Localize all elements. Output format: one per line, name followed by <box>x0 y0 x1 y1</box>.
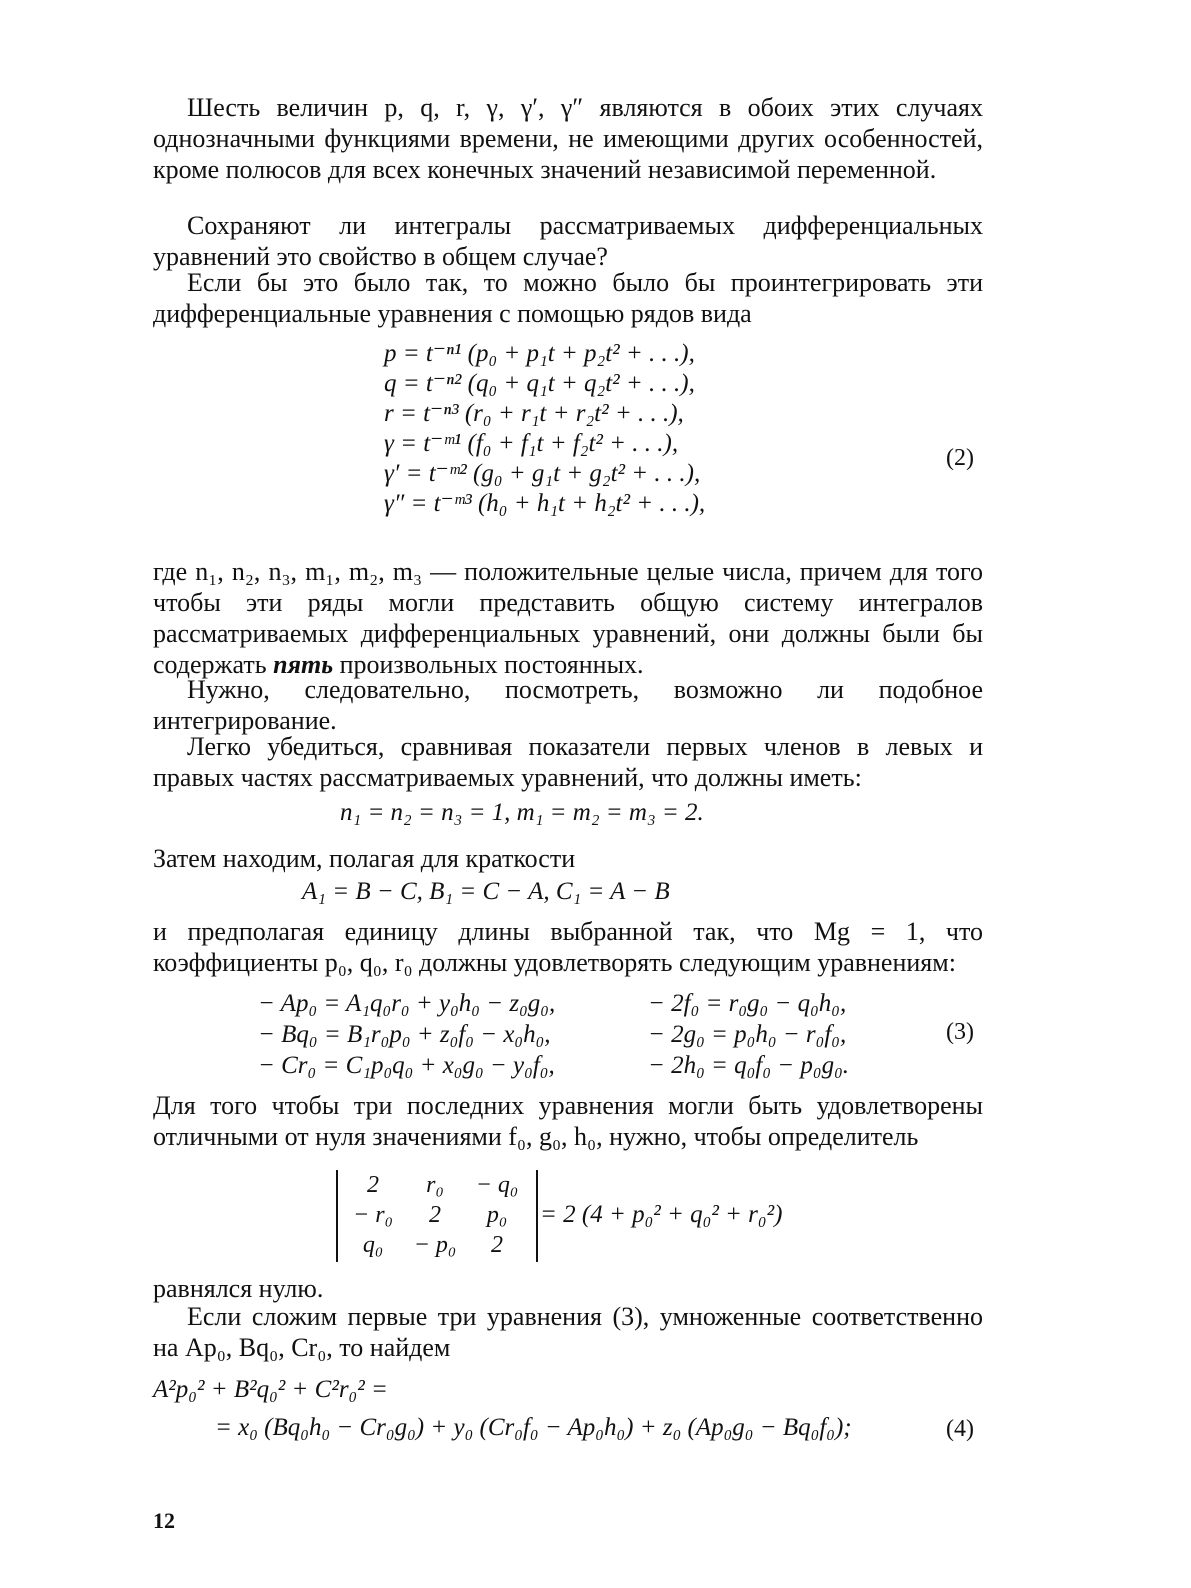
paragraph-11: Если сложим первые три уравнения (3), умноженные соответственно на Ap₀, Bq₀, Cr₀, то найдем <box>153 1302 983 1362</box>
det-cell: − p₀ <box>413 1231 457 1258</box>
det-cell: 2 <box>429 1201 441 1228</box>
system-left: − Ap₀ = A₁q₀r₀ + y₀h₀ − z₀g₀, <box>258 990 556 1017</box>
system-right: − 2f₀ = r₀g₀ − q₀h₀, <box>648 990 847 1017</box>
system-row <box>258 1050 849 1081</box>
system-row <box>258 988 849 1019</box>
paragraph-4-text-a: где n₁, n₂, n₃, m₁, m₂, m₃ — положительные целые числа, причем для того чтобы эти ряды могли представить общую систему интегралов рассматриваемых дифференциальных уравнений, они должны были бы содержать <box>153 557 983 679</box>
det-cell: 2 <box>367 1171 379 1198</box>
system-right: − 2g₀ = p₀h₀ − r₀f₀, <box>648 1021 847 1048</box>
determinant <box>336 1170 538 1262</box>
paragraph-9: Для того чтобы три последних уравнения могли быть удовлетворены отличными от нуля значениями f₀, g₀, h₀, нужно, чтобы определитель <box>153 1091 983 1151</box>
series-eq-gamma-prime: γ′ = t⁻ᵐ² (g₀ + g₁t + g₂t² + . . .), <box>384 460 701 487</box>
equation-number-2: (2) <box>946 445 974 471</box>
paragraph-7: Затем находим, полагая для краткости <box>153 844 576 873</box>
paragraph-5: Нужно, следовательно, посмотреть, возможно ли подобное интегрирование. <box>153 675 983 735</box>
paragraph-1: Шесть величин p, q, r, γ, γ′, γ″ являются в обоих этих случаях однозначными функциями времени, не имеющими других особенностей, кроме полюсов для всех конечных значений независимой переменной. <box>153 93 983 184</box>
paragraph-3: Если бы это было так, то можно было бы проинтегрировать эти дифференциальные уравнения с помощью рядов вида <box>153 268 983 328</box>
series-eq-gamma: γ = t⁻ᵐ¹ (f₀ + f₁t + f₂t² + . . .), <box>384 430 679 457</box>
series-eq-r: r = t⁻ⁿ³ (r₀ + r₁t + r₂t² + . . .), <box>384 400 684 427</box>
det-cell: 2 <box>491 1231 503 1258</box>
paragraph-4-emphasis: пять <box>273 650 334 679</box>
abbreviation-equation: A₁ = B − C, B₁ = C − A, C₁ = A − B <box>302 878 670 905</box>
system-row <box>258 1019 849 1050</box>
paragraph-8: и предполагая единицу длины выбранной так, что Mg = 1, что коэффициенты p₀, q₀, r₀ должны удовлетворять следующим уравнениям: <box>153 917 983 977</box>
exponents-equation: n₁ = n₂ = n₃ = 1, m₁ = m₂ = m₃ = 2. <box>340 799 704 826</box>
equation-4-line-1: A²p₀² + B²q₀² + C²r₀² = <box>153 1376 388 1403</box>
det-cell: − q₀ <box>475 1171 519 1198</box>
paragraph-6: Легко убедиться, сравнивая показатели первых членов в левых и правых частях рассматриваемых уравнений, что должны иметь: <box>153 732 983 792</box>
paragraph-4 <box>153 556 983 680</box>
series-equations <box>384 339 705 519</box>
system-right: − 2h₀ = q₀f₀ − p₀g₀. <box>648 1052 850 1079</box>
system-left: − Bq₀ = B₁r₀p₀ + z₀f₀ − x₀h₀, <box>258 1021 551 1048</box>
paragraph-10: равнялся нулю. <box>153 1274 324 1303</box>
page-number: 12 <box>153 1508 175 1533</box>
equation-system-3 <box>258 988 849 1081</box>
det-cell: r₀ <box>426 1171 444 1198</box>
system-left: − Cr₀ = C₁p₀q₀ + x₀g₀ − y₀f₀, <box>258 1052 555 1079</box>
series-eq-p: p = t⁻ⁿ¹ (p₀ + p₁t + p₂t² + . . .), <box>384 340 695 367</box>
det-cell: − r₀ <box>353 1201 393 1228</box>
determinant-value: = 2 (4 + p₀² + q₀² + r₀²) <box>540 1201 783 1228</box>
equation-4-line-2: = x₀ (Bq₀h₀ − Cr₀g₀) + y₀ (Cr₀f₀ − Ap₀h₀) + z₀ (Ap₀g₀ − Bq₀f₀); <box>215 1414 852 1441</box>
det-cell: q₀ <box>362 1231 384 1258</box>
equation-number-3: (3) <box>946 1019 974 1045</box>
det-cell: p₀ <box>486 1201 508 1228</box>
equation-number-4: (4) <box>946 1416 974 1442</box>
series-eq-q: q = t⁻ⁿ² (q₀ + q₁t + q₂t² + . . .), <box>384 370 695 397</box>
paragraph-2: Сохраняют ли интегралы рассматриваемых дифференциальных уравнений это свойство в общем случае? <box>153 211 983 271</box>
paragraph-4-text-b: произвольных постоянных. <box>333 650 644 679</box>
series-eq-gamma-double-prime: γ″ = t⁻ᵐ³ (h₀ + h₁t + h₂t² + . . .), <box>384 490 706 517</box>
